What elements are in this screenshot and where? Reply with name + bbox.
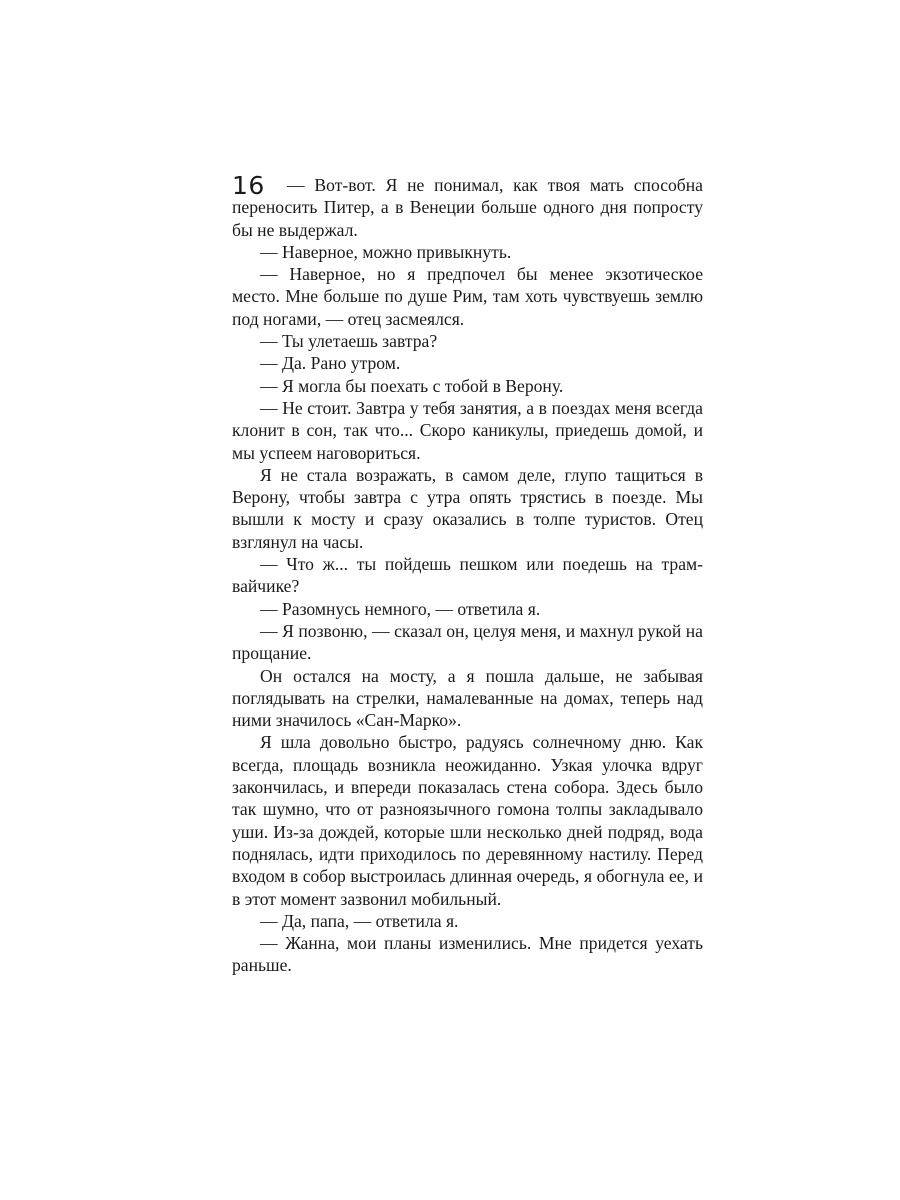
paragraph: — Да. Рано утром. <box>260 353 401 374</box>
paragraph: Я не стала возражать, в самом деле, глупо тащиться в Верону, чтобы завтра с утра опять трястись в поезде. Мы вышли к мосту и сразу оказались в толпе туристов. Отец взглянул на часы. <box>232 464 703 552</box>
paragraph: Он остался на мосту, а я пошла дальше, не забывая поглядывать на стрелки, намалеванные на домах, теперь над ними значилось «Сан-Марко». <box>232 665 703 731</box>
paragraph: — Не стоит. Завтра у тебя занятия, а в поездах меня всегда клонит в сон, так что... Скоро каникулы, приедешь домой, и мы успеем наговориться. <box>232 397 703 463</box>
paragraph: — Да, папа, — ответила я. <box>260 910 459 931</box>
paragraph: Я шла довольно быстро, радуясь солнечному дню. Как всегда, площадь возникла неожиданно. Узкая улочка вдруг закончилась, и впереди показалась стена собора. Здесь было так шумно, что от разноязычного гомона толпы закладывало уши. Из-за дождей, которые шли несколько дней подряд, вода поднялась, идти приходилось по деревянному настилу. Перед входом в собор выстроилась длинная очередь, я обогнула ее, и в этот момент зазвонил мобильный. <box>232 732 703 909</box>
paragraph: — Вот-вот. Я не понимал, как твоя мать способна переносить Питер, а в Венеции больше одного дня попросту бы не выдержал. <box>232 175 703 240</box>
paragraph: — Что ж... ты пойдешь пешком или поедешь на трамвайчике? <box>232 554 703 597</box>
paragraph: — Ты улетаешь завтра? <box>260 331 438 352</box>
paragraph: — Разомнусь немного, — ответила я. <box>260 598 541 619</box>
paragraph: — Я могла бы поехать с тобой в Верону. <box>260 375 564 396</box>
page-number: 16 <box>232 171 265 200</box>
paragraph: — Наверное, можно привыкнуть. <box>260 241 512 262</box>
paragraph: — Жанна, мои планы изменились. Мне придется уехать раньше. <box>232 933 703 976</box>
body-text <box>232 174 703 977</box>
paragraph: — Наверное, но я предпочел бы менее экзотическое место. Мне больше по душе Рим, там хоть чувствуешь землю под ногами, — отец засмеялся. <box>232 264 703 329</box>
paragraph: — Я позвоню, — сказал он, целуя меня, и махнул рукой на прощание. <box>232 620 703 664</box>
